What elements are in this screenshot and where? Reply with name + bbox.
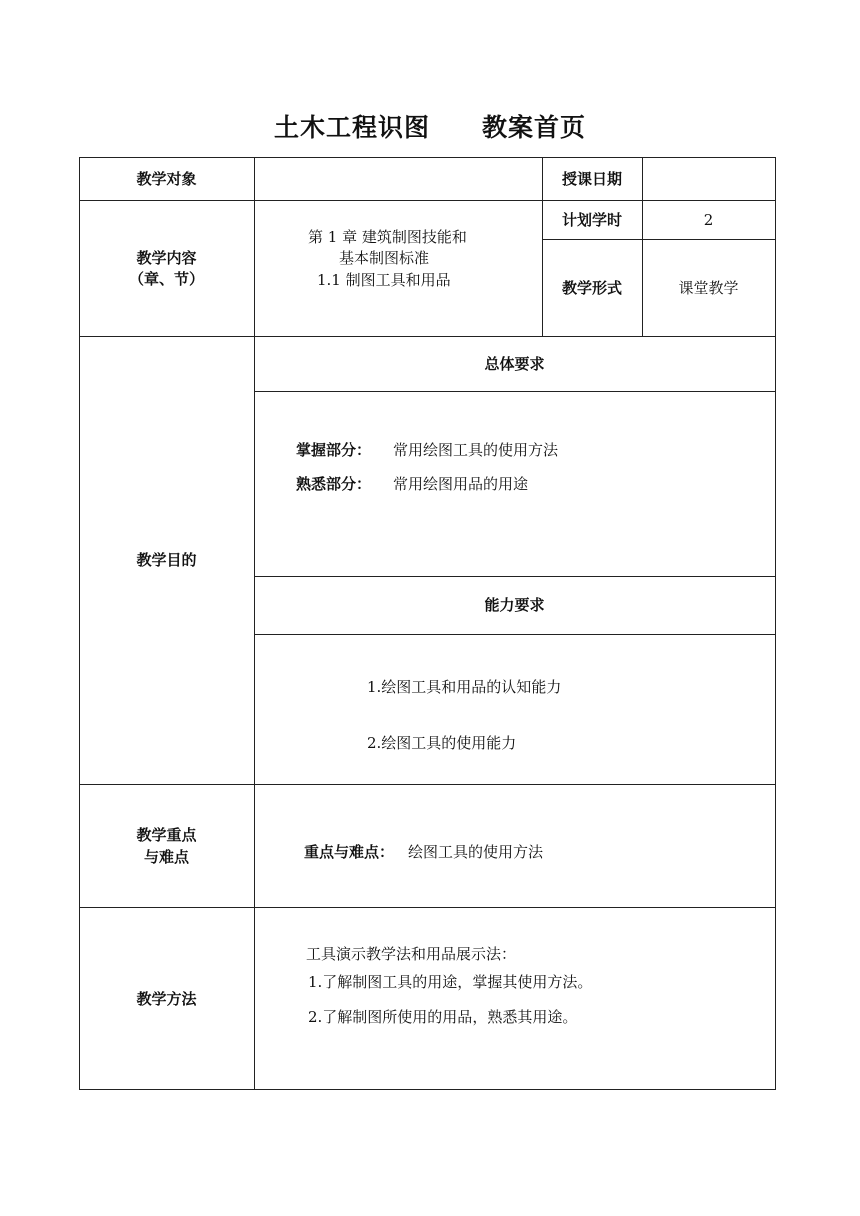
table-line xyxy=(254,157,255,1090)
table-line xyxy=(542,239,776,240)
section-title: 1.1 制图工具和用品 xyxy=(317,271,451,289)
table-line xyxy=(254,634,776,635)
ability-item: 2.绘图工具的使用能力 xyxy=(367,734,517,752)
overall-requirements-header: 总体要求 xyxy=(484,355,545,373)
planned-hours-value: 2 xyxy=(703,211,714,229)
teaching-form-label: 教学形式 xyxy=(561,279,622,297)
table-line xyxy=(79,336,776,337)
key-points-label-line2: 与难点 xyxy=(143,848,189,866)
page-title xyxy=(0,108,860,144)
title-part1: 土木工程识图 xyxy=(273,113,430,142)
table-line xyxy=(254,576,776,577)
key-points-label-line1: 教学重点 xyxy=(136,826,197,844)
title-part2: 教案首页 xyxy=(482,113,587,142)
table-line xyxy=(79,1089,776,1090)
ability-requirements-header: 能力要求 xyxy=(484,596,545,614)
teaching-content-label-line1: 教学内容 xyxy=(136,249,197,267)
master-part-label: 掌握部分： xyxy=(296,441,372,459)
teaching-content-label-line2: （章、节） xyxy=(128,270,204,288)
key-difficulty-value: 绘图工具的使用方法 xyxy=(408,843,544,861)
table-line xyxy=(775,157,776,1090)
table-line xyxy=(642,157,643,337)
method-line: 工具演示教学法和用品展示法： xyxy=(306,945,517,963)
table-line xyxy=(254,391,776,392)
planned-hours-label: 计划学时 xyxy=(561,211,622,229)
master-part-value: 常用绘图工具的使用方法 xyxy=(393,441,559,459)
key-difficulty-label: 重点与难点： xyxy=(304,843,395,861)
ability-item: 1.绘图工具和用品的认知能力 xyxy=(367,678,562,696)
familiar-part-value: 常用绘图用品的用途 xyxy=(393,475,529,493)
table-line xyxy=(79,157,776,158)
teaching-method-label: 教学方法 xyxy=(136,990,197,1008)
teaching-form-value: 课堂教学 xyxy=(678,279,739,297)
chapter-title-line2: 基本制图标准 xyxy=(339,249,430,267)
table-line xyxy=(79,784,776,785)
table-line xyxy=(79,907,776,908)
method-line: 1.了解制图工具的用途，掌握其使用方法。 xyxy=(308,973,593,991)
teaching-object-label: 教学对象 xyxy=(136,170,197,188)
table-line xyxy=(79,200,776,201)
table-line xyxy=(79,157,80,1090)
chapter-title-line1: 第 1 章 建筑制图技能和 xyxy=(308,228,467,246)
teaching-purpose-label: 教学目的 xyxy=(136,551,197,569)
lecture-date-label: 授课日期 xyxy=(561,170,622,188)
familiar-part-label: 熟悉部分： xyxy=(296,475,372,493)
method-line: 2.了解制图所使用的用品，熟悉其用途。 xyxy=(308,1008,578,1026)
